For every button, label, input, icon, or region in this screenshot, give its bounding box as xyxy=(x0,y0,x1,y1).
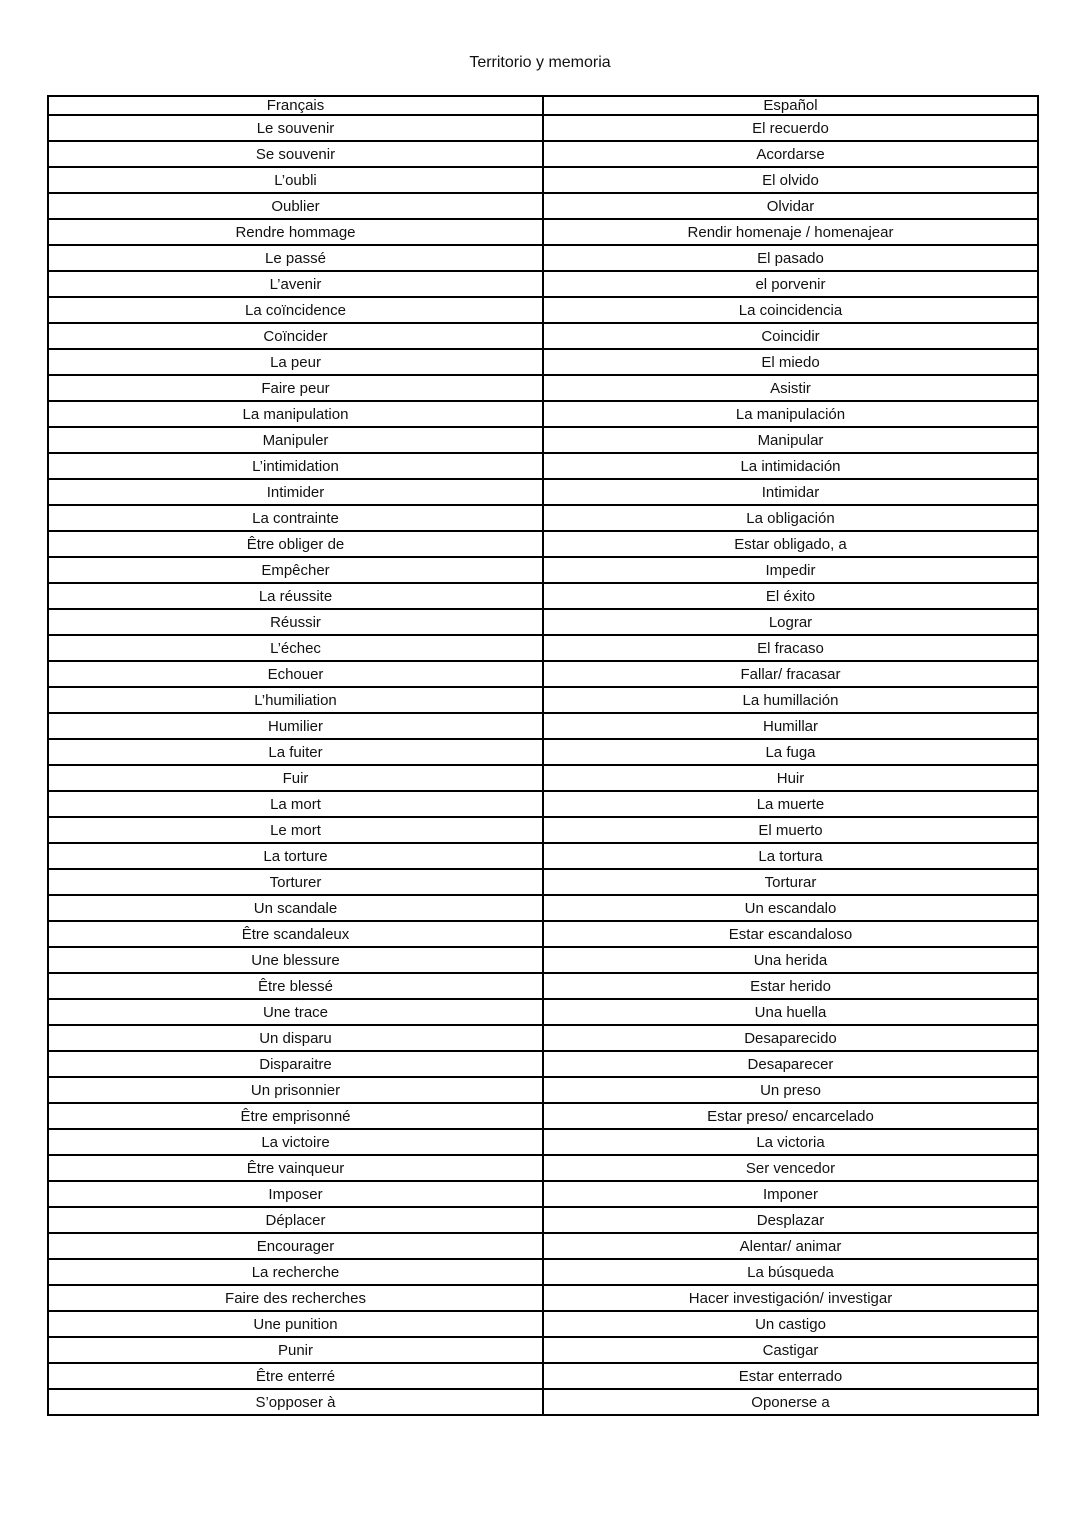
table-cell: Être enterré xyxy=(48,1363,543,1389)
table-cell: La obligación xyxy=(543,505,1038,531)
table-cell: Olvidar xyxy=(543,193,1038,219)
table-cell: Le mort xyxy=(48,817,543,843)
table-cell: Intimidar xyxy=(543,479,1038,505)
table-cell: Estar enterrado xyxy=(543,1363,1038,1389)
table-cell: La réussite xyxy=(48,583,543,609)
table-cell: La búsqueda xyxy=(543,1259,1038,1285)
table-cell: Empêcher xyxy=(48,557,543,583)
table-cell: Fuir xyxy=(48,765,543,791)
table-row xyxy=(48,1389,1038,1415)
table-cell: Se souvenir xyxy=(48,141,543,167)
table-row xyxy=(48,713,1038,739)
table-cell: Humillar xyxy=(543,713,1038,739)
table-cell: Encourager xyxy=(48,1233,543,1259)
table-row xyxy=(48,115,1038,141)
table-row xyxy=(48,869,1038,895)
table-cell: Un escandalo xyxy=(543,895,1038,921)
table-cell: Una herida xyxy=(543,947,1038,973)
table-row xyxy=(48,167,1038,193)
table-cell: El pasado xyxy=(543,245,1038,271)
table-cell: Un castigo xyxy=(543,1311,1038,1337)
table-cell: La intimidación xyxy=(543,453,1038,479)
table-cell: La contrainte xyxy=(48,505,543,531)
column-header-espanol: Español xyxy=(543,96,1038,115)
table-cell: L’oubli xyxy=(48,167,543,193)
table-cell: Le passé xyxy=(48,245,543,271)
table-row xyxy=(48,1077,1038,1103)
table-cell: Être obliger de xyxy=(48,531,543,557)
table-row xyxy=(48,791,1038,817)
table-row xyxy=(48,297,1038,323)
table-cell: L’humiliation xyxy=(48,687,543,713)
table-row xyxy=(48,427,1038,453)
table-cell: Estar obligado, a xyxy=(543,531,1038,557)
table-cell: Oublier xyxy=(48,193,543,219)
table-cell: Coïncider xyxy=(48,323,543,349)
table-cell: La victoire xyxy=(48,1129,543,1155)
table-row xyxy=(48,583,1038,609)
table-cell: Imposer xyxy=(48,1181,543,1207)
table-cell: Fallar/ fracasar xyxy=(543,661,1038,687)
table-row xyxy=(48,921,1038,947)
table-cell: Torturer xyxy=(48,869,543,895)
table-row xyxy=(48,817,1038,843)
table-cell: El olvido xyxy=(543,167,1038,193)
table-cell: La fuiter xyxy=(48,739,543,765)
table-cell: Faire des recherches xyxy=(48,1285,543,1311)
table-cell: Alentar/ animar xyxy=(543,1233,1038,1259)
table-cell: El éxito xyxy=(543,583,1038,609)
table-row xyxy=(48,141,1038,167)
table-cell: Torturar xyxy=(543,869,1038,895)
table-row xyxy=(48,973,1038,999)
table-cell: La coincidencia xyxy=(543,297,1038,323)
vocabulary-table xyxy=(47,95,1039,1416)
table-row xyxy=(48,505,1038,531)
table-row xyxy=(48,1207,1038,1233)
table-cell: Un scandale xyxy=(48,895,543,921)
table-row xyxy=(48,349,1038,375)
table-row xyxy=(48,193,1038,219)
table-body xyxy=(48,115,1038,1415)
table-cell: Ser vencedor xyxy=(543,1155,1038,1181)
table-row xyxy=(48,843,1038,869)
table-cell: Coincidir xyxy=(543,323,1038,349)
table-cell: Être scandaleux xyxy=(48,921,543,947)
table-cell: Intimider xyxy=(48,479,543,505)
table-row xyxy=(48,661,1038,687)
table-cell: Imponer xyxy=(543,1181,1038,1207)
table-cell: Castigar xyxy=(543,1337,1038,1363)
table-row xyxy=(48,271,1038,297)
table-row xyxy=(48,453,1038,479)
table-row xyxy=(48,739,1038,765)
table-cell: Rendir homenaje / homenajear xyxy=(543,219,1038,245)
table-cell: Asistir xyxy=(543,375,1038,401)
table-cell: Le souvenir xyxy=(48,115,543,141)
table-row xyxy=(48,323,1038,349)
table-row xyxy=(48,1285,1038,1311)
page-title: Territorio y memoria xyxy=(469,54,611,71)
table-row xyxy=(48,557,1038,583)
table-row xyxy=(48,375,1038,401)
table-row xyxy=(48,1233,1038,1259)
table-cell: Rendre hommage xyxy=(48,219,543,245)
table-cell: Hacer investigación/ investigar xyxy=(543,1285,1038,1311)
table-cell: Impedir xyxy=(543,557,1038,583)
table-cell: Être blessé xyxy=(48,973,543,999)
table-cell: el porvenir xyxy=(543,271,1038,297)
table-row xyxy=(48,531,1038,557)
table-cell: Punir xyxy=(48,1337,543,1363)
table-row xyxy=(48,635,1038,661)
table-cell: Desplazar xyxy=(543,1207,1038,1233)
table-cell: La torture xyxy=(48,843,543,869)
table-row xyxy=(48,1259,1038,1285)
table-cell: L’avenir xyxy=(48,271,543,297)
table-cell: Être vainqueur xyxy=(48,1155,543,1181)
table-cell: La mort xyxy=(48,791,543,817)
table-cell: L’échec xyxy=(48,635,543,661)
table-cell: Un prisonnier xyxy=(48,1077,543,1103)
table-cell: La victoria xyxy=(543,1129,1038,1155)
table-row xyxy=(48,765,1038,791)
table-cell: Oponerse a xyxy=(543,1389,1038,1415)
table-cell: Estar preso/ encarcelado xyxy=(543,1103,1038,1129)
table-header-row xyxy=(48,96,1038,115)
table-row xyxy=(48,999,1038,1025)
table-row xyxy=(48,1181,1038,1207)
table-cell: Desaparecido xyxy=(543,1025,1038,1051)
table-cell: La peur xyxy=(48,349,543,375)
table-row xyxy=(48,479,1038,505)
table-cell: Faire peur xyxy=(48,375,543,401)
table-cell: Réussir xyxy=(48,609,543,635)
table-cell: Estar escandaloso xyxy=(543,921,1038,947)
table-cell: La recherche xyxy=(48,1259,543,1285)
table-row xyxy=(48,219,1038,245)
column-header-francais: Français xyxy=(48,96,543,115)
table-cell: El miedo xyxy=(543,349,1038,375)
table-row xyxy=(48,1103,1038,1129)
table-row xyxy=(48,609,1038,635)
table-cell: Manipuler xyxy=(48,427,543,453)
table-row xyxy=(48,1311,1038,1337)
table-row xyxy=(48,245,1038,271)
table-row xyxy=(48,1025,1038,1051)
table-cell: El recuerdo xyxy=(543,115,1038,141)
table-row xyxy=(48,1337,1038,1363)
table-cell: La tortura xyxy=(543,843,1038,869)
table-row xyxy=(48,1051,1038,1077)
table-cell: Estar herido xyxy=(543,973,1038,999)
table-cell: La manipulación xyxy=(543,401,1038,427)
table-cell: La coïncidence xyxy=(48,297,543,323)
table-cell: Echouer xyxy=(48,661,543,687)
table-cell: El muerto xyxy=(543,817,1038,843)
table-row xyxy=(48,1363,1038,1389)
table-cell: Huir xyxy=(543,765,1038,791)
table-cell: Une blessure xyxy=(48,947,543,973)
table-row xyxy=(48,687,1038,713)
table-cell: L’intimidation xyxy=(48,453,543,479)
table-cell: El fracaso xyxy=(543,635,1038,661)
table-row xyxy=(48,1155,1038,1181)
table-cell: La manipulation xyxy=(48,401,543,427)
table-row xyxy=(48,1129,1038,1155)
table-cell: Disparaitre xyxy=(48,1051,543,1077)
table-cell: La humillación xyxy=(543,687,1038,713)
table-row xyxy=(48,895,1038,921)
table-cell: La fuga xyxy=(543,739,1038,765)
table-cell: Acordarse xyxy=(543,141,1038,167)
table-cell: Être emprisonné xyxy=(48,1103,543,1129)
table-cell: Une trace xyxy=(48,999,543,1025)
table-cell: S’opposer à xyxy=(48,1389,543,1415)
table-cell: Manipular xyxy=(543,427,1038,453)
table-cell: Desaparecer xyxy=(543,1051,1038,1077)
table-cell: Un disparu xyxy=(48,1025,543,1051)
table-cell: Una huella xyxy=(543,999,1038,1025)
table-row xyxy=(48,947,1038,973)
table-row xyxy=(48,401,1038,427)
table-cell: Un preso xyxy=(543,1077,1038,1103)
table-cell: Une punition xyxy=(48,1311,543,1337)
table-cell: Déplacer xyxy=(48,1207,543,1233)
table-cell: La muerte xyxy=(543,791,1038,817)
table-cell: Lograr xyxy=(543,609,1038,635)
table-cell: Humilier xyxy=(48,713,543,739)
